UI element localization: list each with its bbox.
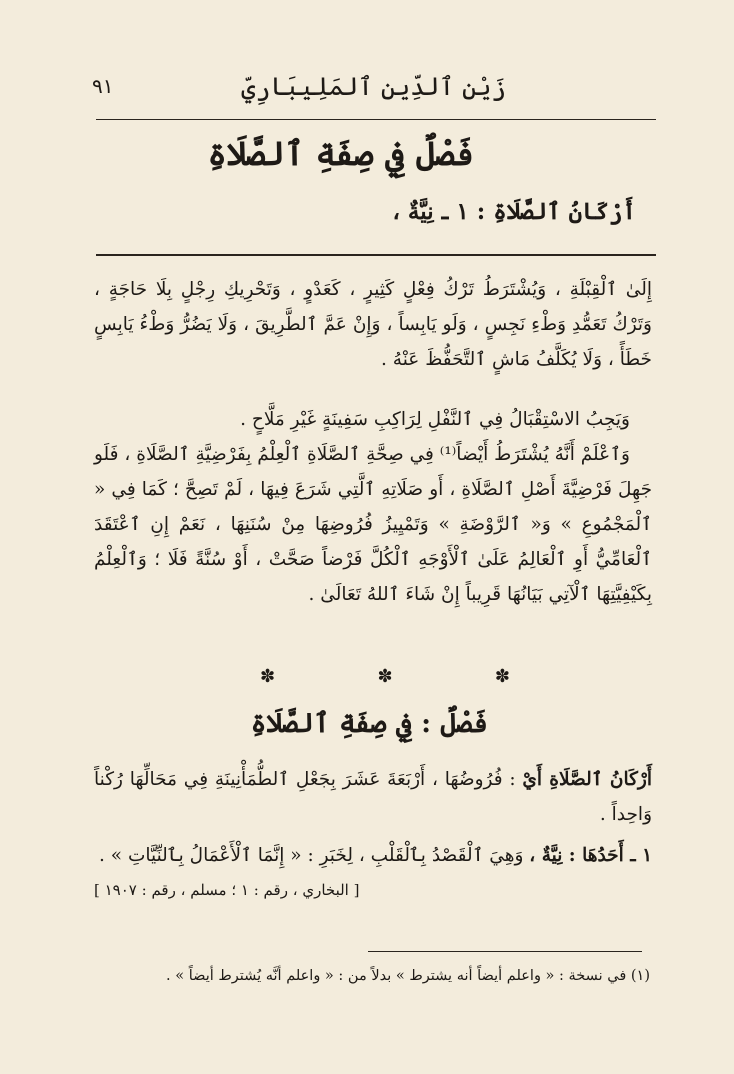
commentary-block-3 bbox=[94, 762, 652, 908]
paragraph-text: : فُرُوضُهَا ، أَرْبَعَةَ عَشَرَ بِجَعْلِ ٱلطُّمَأْنِينَةِ فِي مَحَالِّهَا رُكْناً وَاحِداً . bbox=[94, 769, 652, 825]
paragraph: وَٱعْلَمْ أَنَّهُ يُشْتَرَطُ أَيْضاً⁽¹⁾ فِي صِحَّةِ ٱلصَّلَاةِ ٱلْعِلْمُ بِفَرْضِيَّةِ ٱلصَّلَاةِ ، فَلَو جَهِلَ فَرْضِيَّةَ أَصْلِ ٱلصَّلَاةِ ، أَو صَلَاتِهِ ٱلَّتِي شَرَعَ فِيهَا ، لَمْ تَصِحَّ ؛ كَمَا فِي « ٱلْمَجْمُوعِ » وَ« ٱلرَّوْضَةِ » وَتَمْيِيزُ فُرُوضِهَا مِنْ سُنَنِهَا ، نَعَمْ إِنِ ٱعْتَقَدَ ٱلْعَامِّيُّ أَوِ ٱلْعَالِمُ عَلَىٰ ٱلْأَوْجَهِ ٱلْكُلَّ فَرْضاً صَحَّتْ ، أَوْ سُنَّةً فَلَا ؛ وَٱلْعِلْمُ بِكَيْفِيَّتِهَا ٱلْآتِي بَيَانُهَا قَرِيباً إِنْ شَاءَ ٱللهُ تَعَالَىٰ . bbox=[94, 444, 652, 605]
lead-term: ١ ـ أَحَدُهَا : نِيَّةٌ ، bbox=[529, 845, 652, 866]
paragraph-text: وَهِيَ ٱلْقَصْدُ بِٱلْقَلْبِ ، لِخَبَرِ : « إِنَّمَا ٱلْأَعْمَالُ بِٱلنِّيَّاتِ » . bbox=[99, 845, 530, 866]
chapter-heading: فَصْلٌ فِي صِفَةِ ٱلصَّلَاةِ bbox=[207, 134, 474, 173]
footnote: (١) في نسخة : « واعلم أيضاً أنه يشترط » بدلاً من : « واعلم أنَّه يُشترط أيضاً » . bbox=[166, 968, 650, 984]
footnote-rule bbox=[368, 951, 642, 952]
paragraph bbox=[94, 762, 652, 832]
paragraph bbox=[94, 838, 652, 873]
star-ornament-icon: ✽ bbox=[260, 666, 276, 687]
hadith-reference: [ البخاري ، رقم : ١ ؛ مسلم ، رقم : ١٩٠٧ ] bbox=[94, 881, 360, 899]
matn-text: أَرْكَانُ ٱلصَّلَاةِ : ١ ـ نِيَّةٌ ، bbox=[392, 198, 636, 225]
lead-term: أَرْكَانُ ٱلصَّلَاةِ أَيْ bbox=[522, 769, 652, 790]
section-heading: فَصْلٌ : فِي صِفَةِ ٱلصَّلَاةِ bbox=[250, 708, 488, 739]
header-rule bbox=[96, 119, 656, 120]
matn-divider-rule bbox=[96, 254, 656, 256]
running-head-title: زَيْن ٱلدِّين ٱلمَلِيبَارِيّ bbox=[241, 72, 506, 101]
star-ornament-icon: ✽ bbox=[494, 666, 510, 687]
section-separator bbox=[260, 666, 510, 687]
paragraph: وَيَجِبُ الاسْتِقْبَالُ فِي ٱلنَّفْلِ لِرَاكِبِ سَفِينَةٍ غَيْرِ مَلَّاحٍ . bbox=[240, 409, 630, 430]
running-head bbox=[92, 72, 656, 112]
commentary-block-1 bbox=[94, 272, 652, 377]
paragraph: إِلَىٰ ٱلْقِبْلَةِ ، وَيُشْتَرَطُ تَرْكُ فِعْلٍ كَثِيرٍ ، كَعَدْوٍ ، وَتَحْرِيكِ رِجْلٍ بِلَا حَاجَةٍ ، وَتَرْكُ تَعَمُّدِ وَطْءِ نَجِسٍ ، وَلَو يَابِساً ، وَإِنْ عَمَّ ٱلطَّرِيقَ ، وَلَا يَضُرُّ وَطْءُ يَابِسٍ خَطَأً ، وَلَا يُكَلَّفُ مَاشٍ ٱلتَّحَفُّظَ عَنْهُ . bbox=[94, 279, 652, 370]
hadith-reference-line bbox=[94, 873, 652, 908]
commentary-block-2 bbox=[94, 402, 652, 612]
page-number: ٩١ bbox=[92, 74, 114, 98]
star-ornament-icon: ✽ bbox=[377, 666, 393, 687]
